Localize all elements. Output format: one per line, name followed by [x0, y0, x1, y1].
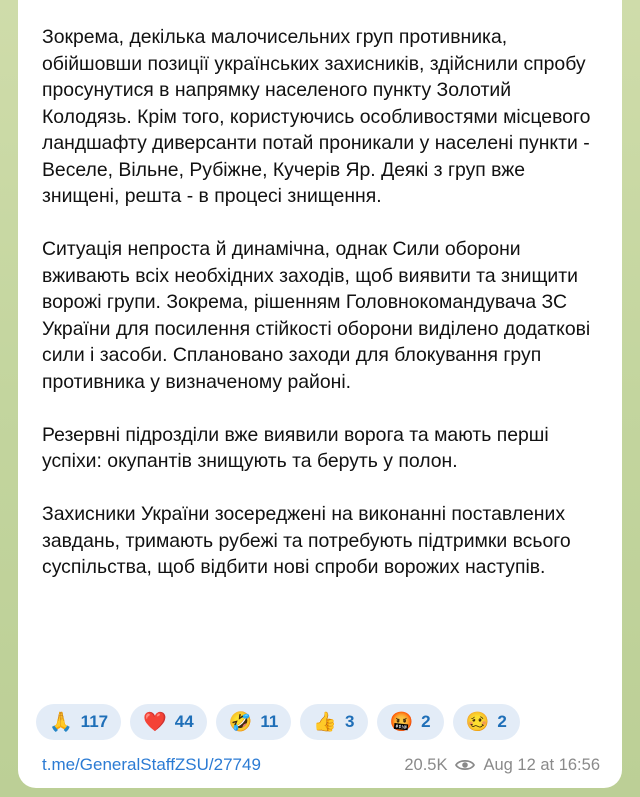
reaction-woozy-face[interactable]	[453, 704, 520, 740]
reactions-bar	[36, 704, 520, 740]
eye-icon	[455, 758, 475, 772]
reaction-count: 44	[174, 712, 194, 731]
message-footer	[42, 755, 600, 775]
reaction-count: 2	[497, 712, 507, 731]
view-count: 20.5K	[404, 755, 448, 774]
cursing-face-icon: 🤬	[389, 711, 414, 733]
message-bubble	[18, 0, 622, 788]
reaction-thumbs-up[interactable]	[300, 704, 367, 740]
reaction-red-heart[interactable]	[130, 704, 207, 740]
message-timestamp: Aug 12 at 16:56	[483, 755, 600, 774]
message-paragraph: Ситуація непроста й динамічна, однак Сили оборони вживають всіх необхідних заходів, щоб виявити та знищити ворожі групи. Зокрема, рішенням Головнокомандувача ЗС України для посилення стійкості оборони виділено додаткові сили і засоби. Сплановано заходи для блокування груп противника у визначеному районі.	[42, 238, 591, 393]
reaction-count: 11	[260, 712, 279, 731]
red-heart-icon: ❤️	[143, 711, 167, 733]
woozy-face-icon: 🥴	[465, 711, 490, 733]
reaction-count: 117	[80, 712, 109, 731]
reaction-count: 2	[421, 712, 431, 731]
message-paragraph: Резервні підрозділи вже виявили ворога та мають перші успіхи: окупантів знищують та беруть у полон.	[42, 423, 549, 472]
reaction-count: 3	[345, 712, 355, 731]
rolling-laughing-icon: 🤣	[228, 711, 253, 733]
message-text	[42, 24, 600, 581]
message-paragraph: Захисники України зосереджені на виконанні поставлених завдань, тримають рубежі та потребують підтримки всього суспільства, щоб відбити нові спроби ворожих наступів.	[42, 503, 571, 578]
message-meta	[404, 756, 600, 775]
reaction-praying-hands[interactable]	[36, 704, 121, 740]
message-paragraph: Зокрема, декілька малочисельних груп противника, обійшовши позиції українських захисників, здійснили спробу просунутися в напрямку населеного пункту Золотий Колодязь. Крім того, користуючись особливостями місцевого ландшафту диверсанти потай проникали у населені пункти - Веселе, Вільне, Рубіжне, Кучерів Яр. Деякі з груп вже знищені, решта - в процесі знищення.	[42, 26, 591, 207]
reaction-rolling-laughing[interactable]	[216, 704, 292, 740]
thumbs-up-icon: 👍	[313, 711, 338, 733]
reaction-cursing-face[interactable]	[377, 704, 444, 740]
message-link[interactable]: t.me/GeneralStaffZSU/27749	[42, 755, 261, 774]
praying-hands-icon: 🙏	[49, 711, 73, 733]
